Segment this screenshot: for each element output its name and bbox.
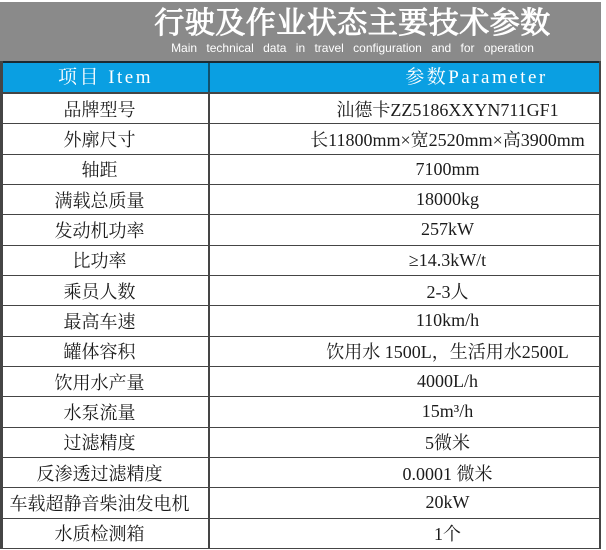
table-row bbox=[3, 519, 599, 549]
column-header-item: 项目 Item bbox=[3, 63, 210, 92]
item-cell: 水泵流量 bbox=[3, 397, 210, 426]
table-row bbox=[3, 246, 599, 276]
title-banner-inner bbox=[0, 7, 601, 56]
item-cell: 过滤精度 bbox=[3, 428, 210, 457]
item-cell: 发动机功率 bbox=[3, 215, 210, 244]
item-cell: 罐体容积 bbox=[3, 337, 210, 366]
value-cell: 1个 bbox=[434, 524, 461, 545]
page-title: 行驶及作业状态主要技术参数 bbox=[154, 7, 551, 40]
item-cell: 轴距 bbox=[3, 155, 210, 184]
item-cell: 水质检测箱 bbox=[3, 519, 210, 548]
value-cell: ≥14.3kW/t bbox=[408, 249, 487, 270]
value-cell: 7100mm bbox=[415, 158, 480, 179]
spec-table bbox=[0, 61, 601, 549]
item-cell: 车载超静音柴油发电机 bbox=[3, 488, 210, 517]
table-row bbox=[3, 276, 599, 306]
table-row bbox=[3, 306, 599, 336]
table-body bbox=[3, 94, 599, 549]
value-cell: 汕德卡ZZ5186XXYN711GF1 bbox=[336, 99, 559, 120]
value-cell: 2-3人 bbox=[426, 281, 469, 302]
table-row bbox=[3, 337, 599, 367]
value-cell: 长11800mm×宽2520mm×高3900mm bbox=[310, 129, 585, 150]
value-cell: 20kW bbox=[425, 492, 470, 513]
item-cell: 比功率 bbox=[3, 246, 210, 275]
item-cell: 满载总质量 bbox=[3, 185, 210, 214]
value-cell: 4000L/h bbox=[417, 371, 478, 392]
value-cell: 饮用水 1500L，生活用水2500L bbox=[326, 342, 569, 363]
value-cell: 18000kg bbox=[416, 189, 479, 210]
item-cell: 乘员人数 bbox=[3, 276, 210, 305]
value-cell: 257kW bbox=[421, 219, 474, 240]
table-row bbox=[3, 428, 599, 458]
column-header-parameter: 参数Parameter bbox=[405, 67, 548, 88]
item-cell: 反渗透过滤精度 bbox=[3, 458, 210, 487]
table-row bbox=[3, 124, 599, 154]
table-row bbox=[3, 397, 599, 427]
value-cell: 15m³/h bbox=[421, 401, 474, 422]
title-banner bbox=[0, 2, 601, 61]
value-cell: 110km/h bbox=[415, 310, 480, 331]
table-row bbox=[3, 488, 599, 518]
table-header-row bbox=[3, 61, 599, 94]
value-cell: 5微米 bbox=[425, 433, 470, 454]
page-subtitle: Main technical data in travel configuration and for operation bbox=[171, 41, 534, 55]
table-row bbox=[3, 155, 599, 185]
item-cell: 饮用水产量 bbox=[3, 367, 210, 396]
item-cell: 品牌型号 bbox=[3, 94, 210, 123]
table-row bbox=[3, 94, 599, 124]
table-row bbox=[3, 458, 599, 488]
item-cell: 外廓尺寸 bbox=[3, 124, 210, 153]
table-row bbox=[3, 185, 599, 215]
value-cell: 0.0001 微米 bbox=[402, 463, 493, 484]
table-row bbox=[3, 367, 599, 397]
item-cell: 最高车速 bbox=[3, 306, 210, 335]
table-row bbox=[3, 215, 599, 245]
